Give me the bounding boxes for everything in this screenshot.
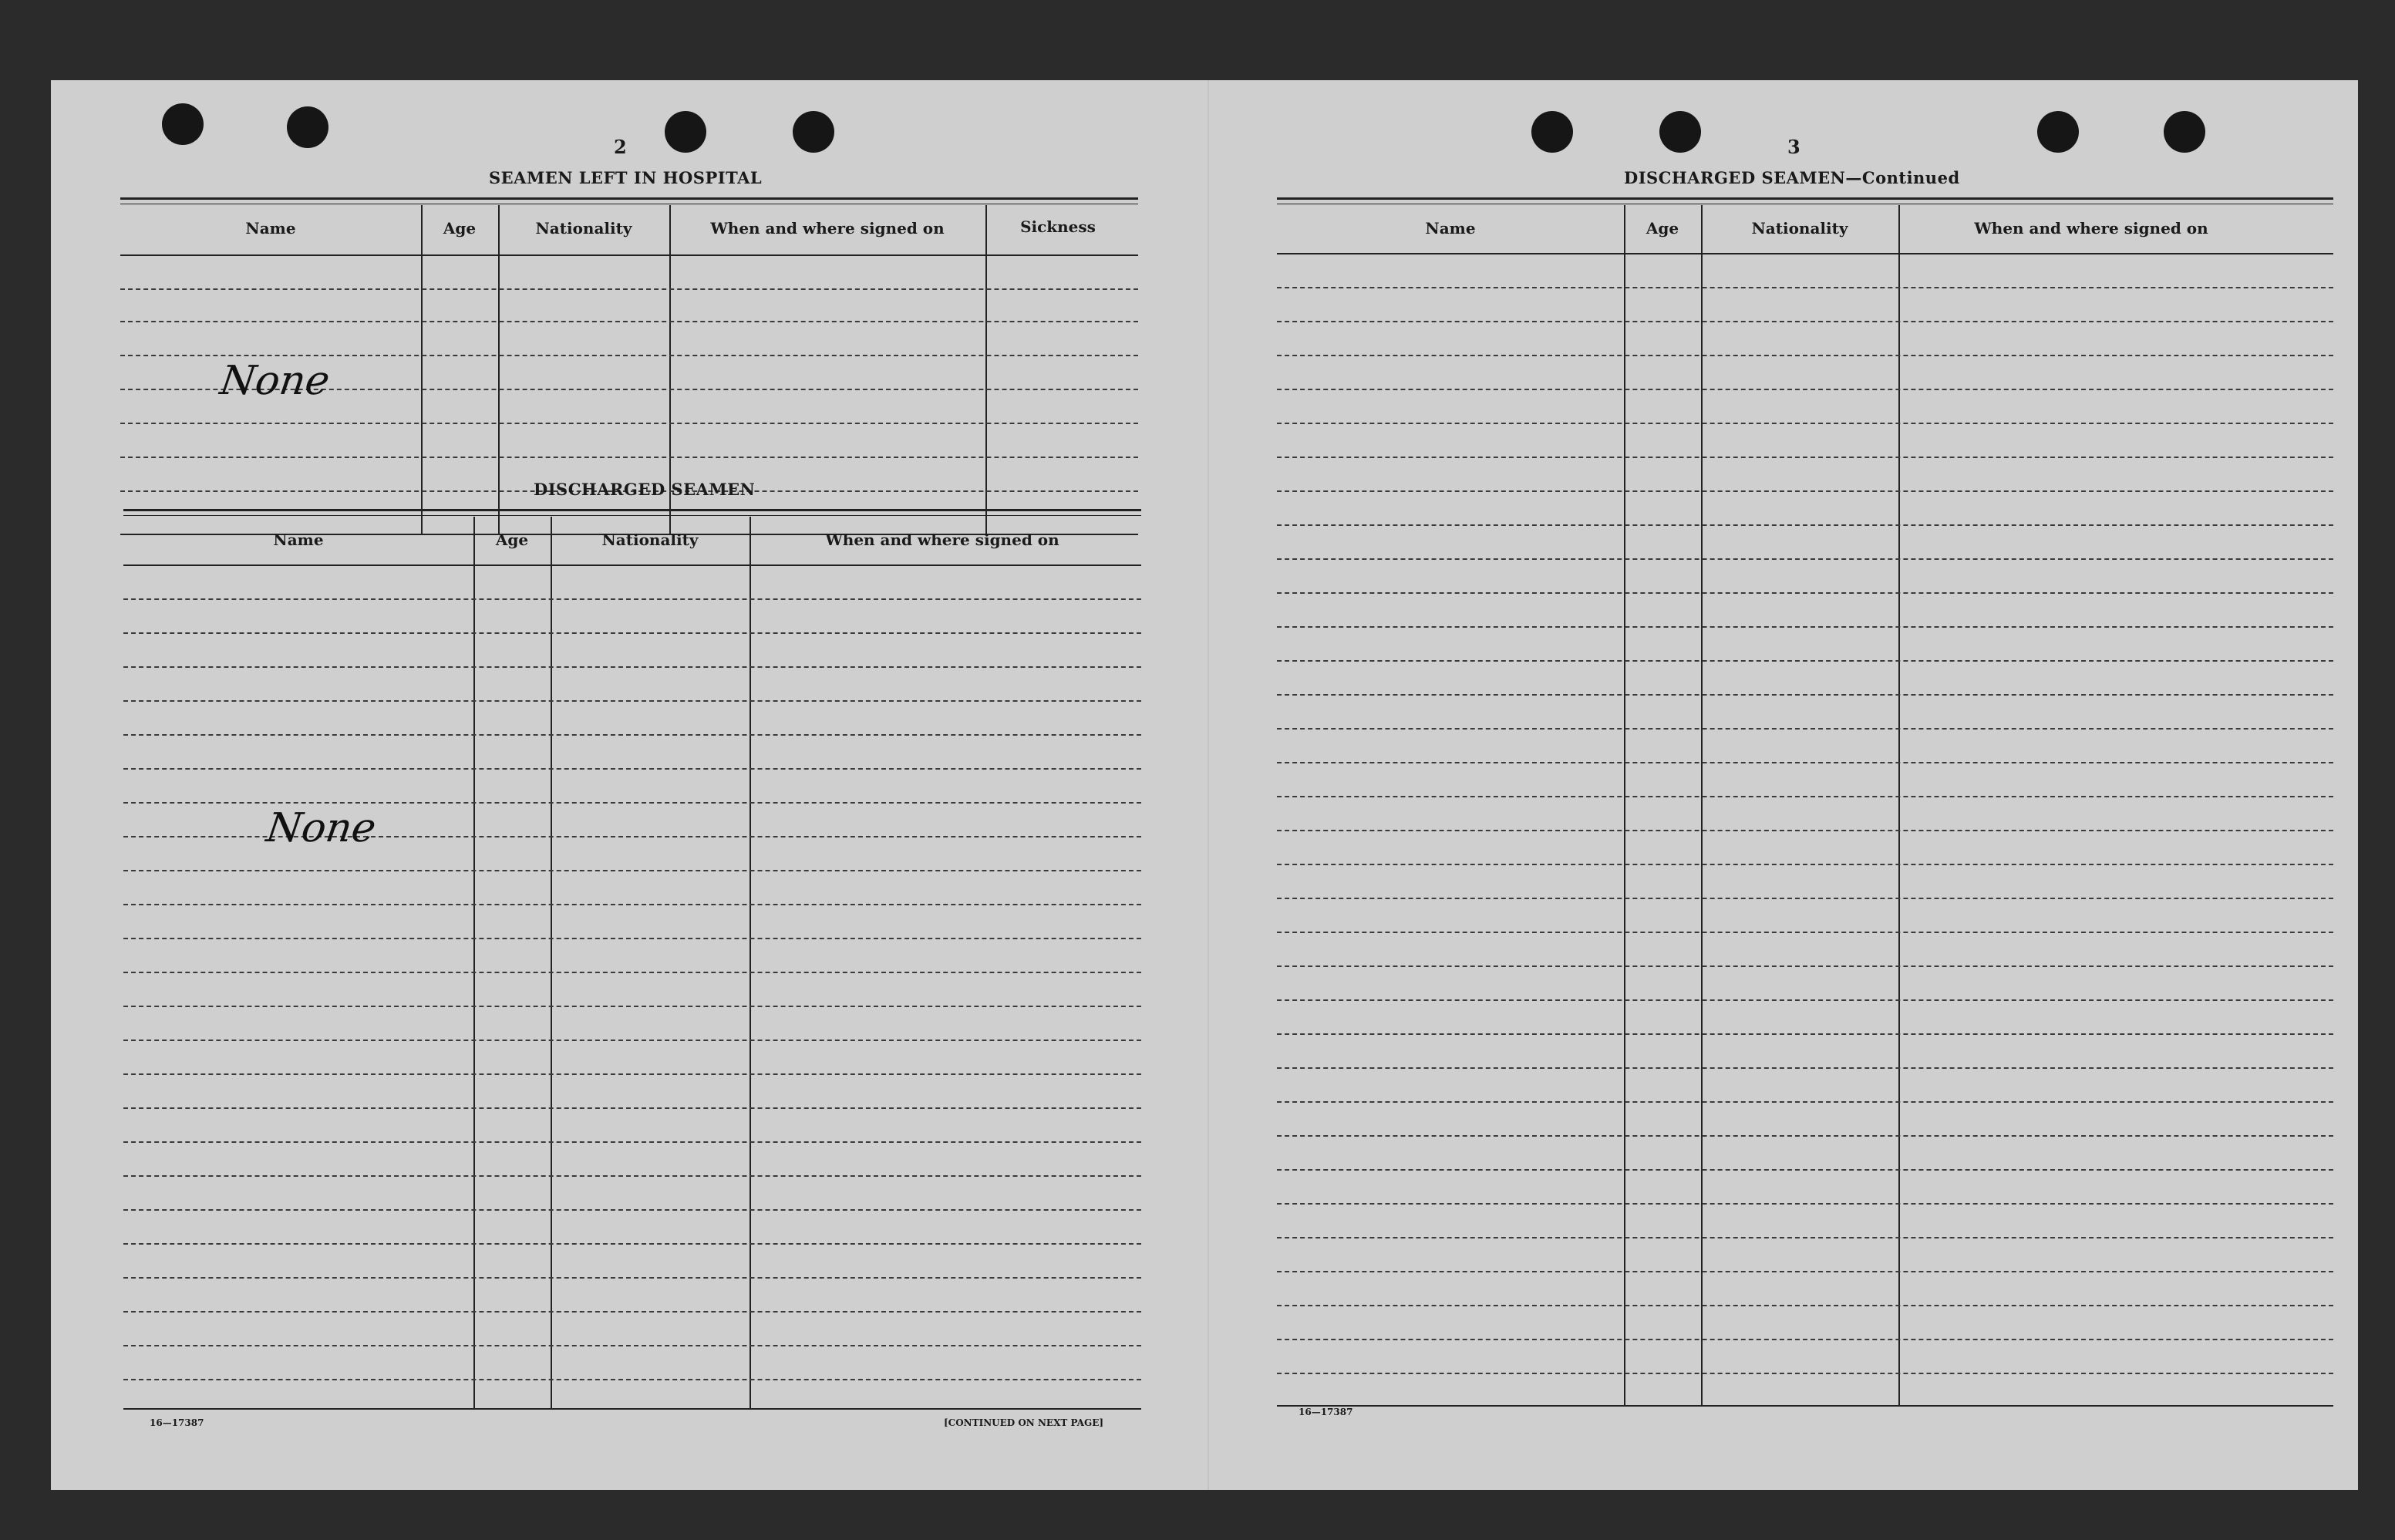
punch-hole: [2037, 111, 2079, 153]
hospital-entry-handwritten: None: [217, 358, 333, 404]
punch-hole: [793, 111, 834, 153]
discharged-continued-title: DISCHARGED SEAMEN—Continued: [1624, 168, 1960, 187]
right-form-number: 16—17387: [1299, 1407, 1353, 1417]
punch-hole: [2164, 111, 2205, 153]
continued-header-name: Name: [1425, 219, 1476, 238]
left-page-number: 2: [614, 136, 627, 158]
center-fold: [1208, 80, 1209, 1490]
punch-hole: [162, 103, 204, 145]
hospital-section-title: SEAMEN LEFT IN HOSPITAL: [489, 168, 763, 187]
discharged-header-name: Name: [273, 531, 324, 549]
discharged-entry-handwritten: None: [263, 805, 379, 851]
right-page-number: 3: [1787, 136, 1800, 158]
hospital-header-age: Age: [443, 219, 477, 238]
discharged-header-age: Age: [495, 531, 529, 549]
continued-note: [CONTINUED ON NEXT PAGE]: [944, 1417, 1104, 1428]
discharged-table-left: [123, 509, 1141, 1416]
discharged-header-signed-on: When and where signed on: [825, 531, 1059, 549]
left-form-number: 16—17387: [150, 1417, 204, 1428]
continued-header-age: Age: [1646, 219, 1679, 238]
discharged-header-nationality: Nationality: [601, 531, 699, 549]
discharged-section-title: DISCHARGED SEAMEN: [534, 480, 756, 499]
hospital-header-sickness: Sickness: [1020, 217, 1096, 236]
discharged-table-right: [1277, 197, 2333, 1410]
hospital-header-nationality: Nationality: [535, 219, 632, 238]
punch-hole: [287, 106, 328, 148]
continued-header-nationality: Nationality: [1751, 219, 1848, 238]
hospital-header-signed-on: When and where signed on: [710, 219, 945, 238]
document-sheet: [51, 80, 2358, 1490]
punch-hole: [1659, 111, 1701, 153]
hospital-header-name: Name: [245, 219, 296, 238]
continued-header-signed-on: When and where signed on: [1974, 219, 2208, 238]
punch-hole: [1531, 111, 1573, 153]
punch-hole: [665, 111, 706, 153]
